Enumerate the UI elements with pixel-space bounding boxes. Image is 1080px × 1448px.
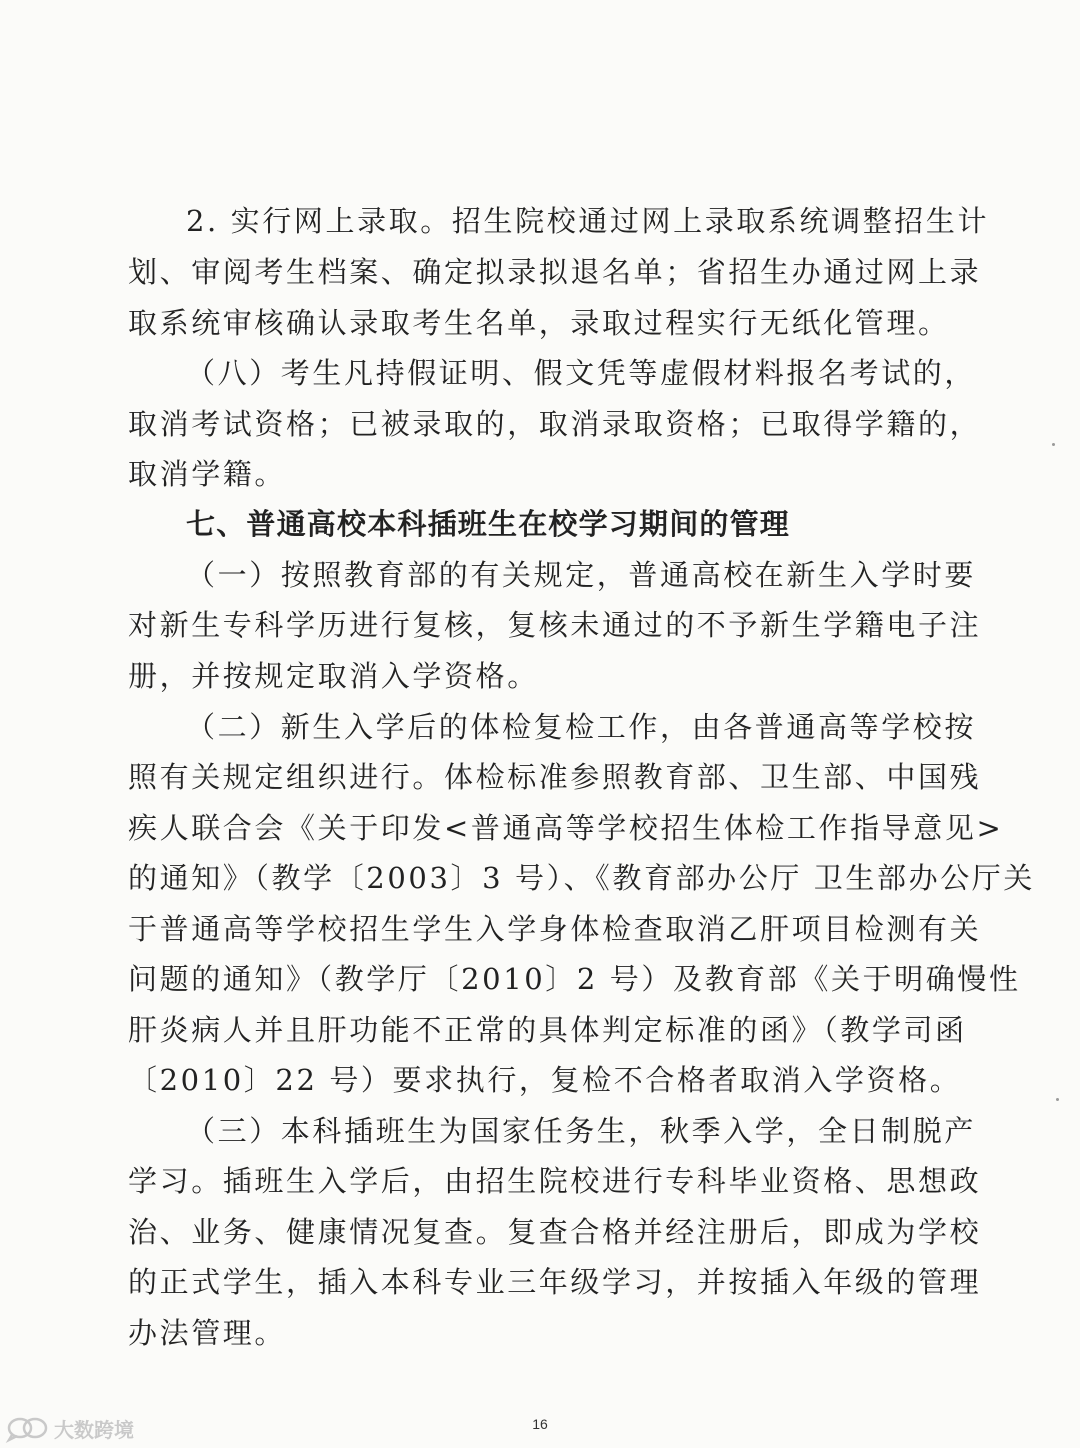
paragraph-line: （三）本科插班生为国家任务生，秋季入学，全日制脱产 (186, 1114, 977, 1148)
paragraph-line: 学习。插班生入学后，由招生院校进行专科毕业资格、思想政 (128, 1164, 982, 1198)
paragraph-line: 办法管理。 (128, 1316, 287, 1350)
paragraph-line: 划、审阅考生档案、确定拟录拟退名单；省招生办通过网上录 (128, 255, 982, 289)
section-heading: 七、普通高校本科插班生在校学习期间的管理 (186, 507, 791, 541)
scan-speck (1056, 1098, 1059, 1101)
watermark-text: 大数跨境 (54, 1417, 134, 1442)
paragraph-line: 于普通高等学校招生学生入学身体检查取消乙肝项目检测有关 (128, 912, 982, 946)
paragraph-line: 2. 实行网上录取。招生院校通过网上录取系统调整招生计 (186, 204, 990, 238)
chat-bubble-icon (6, 1415, 50, 1441)
paragraph-line: （一）按照教育部的有关规定，普通高校在新生入学时要 (186, 558, 977, 592)
paragraph-line: 照有关规定组织进行。体检标准参照教育部、卫生部、中国残 (128, 760, 982, 794)
paragraph-line: （八）考生凡持假证明、假文凭等虚假材料报名考试的， (186, 356, 977, 390)
paragraph-line: 问题的通知》（教学厅〔2010〕2 号）及教育部《关于明确慢性 (128, 962, 1021, 996)
paragraph-line: 对新生专科学历进行复核，复核未通过的不予新生学籍电子注 (128, 608, 982, 642)
scan-speck (1052, 443, 1055, 446)
paragraph-line: 取消学籍。 (128, 457, 287, 491)
paragraph-line: 的通知》（教学〔2003〕3 号）、《教育部办公厅 卫生部办公厅关 (128, 861, 1035, 895)
paragraph-line: 治、业务、健康情况复查。复查合格并经注册后，即成为学校 (128, 1215, 982, 1249)
paragraph-line: 取系统审核确认录取考生名单，录取过程实行无纸化管理。 (128, 306, 950, 340)
watermark (6, 1413, 134, 1443)
paragraph-line: 肝炎病人并且肝功能不正常的具体判定标准的函》（教学司函 (128, 1013, 967, 1047)
paragraph-line: 册，并按规定取消入学资格。 (128, 659, 539, 693)
paragraph-line: （二）新生入学后的体检复检工作，由各普通高等学校按 (186, 710, 977, 744)
paragraph-line: 取消考试资格；已被录取的，取消录取资格；已取得学籍的， (128, 407, 982, 441)
paragraph-line: 疾人联合会《关于印发<普通高等学校招生体检工作指导意见> (128, 811, 1004, 845)
paragraph-line: 〔2010〕22 号）要求执行，复检不合格者取消入学资格。 (128, 1063, 962, 1097)
paragraph-line: 的正式学生，插入本科专业三年级学习，并按插入年级的管理 (128, 1265, 982, 1299)
page-number: 16 (532, 1416, 548, 1432)
